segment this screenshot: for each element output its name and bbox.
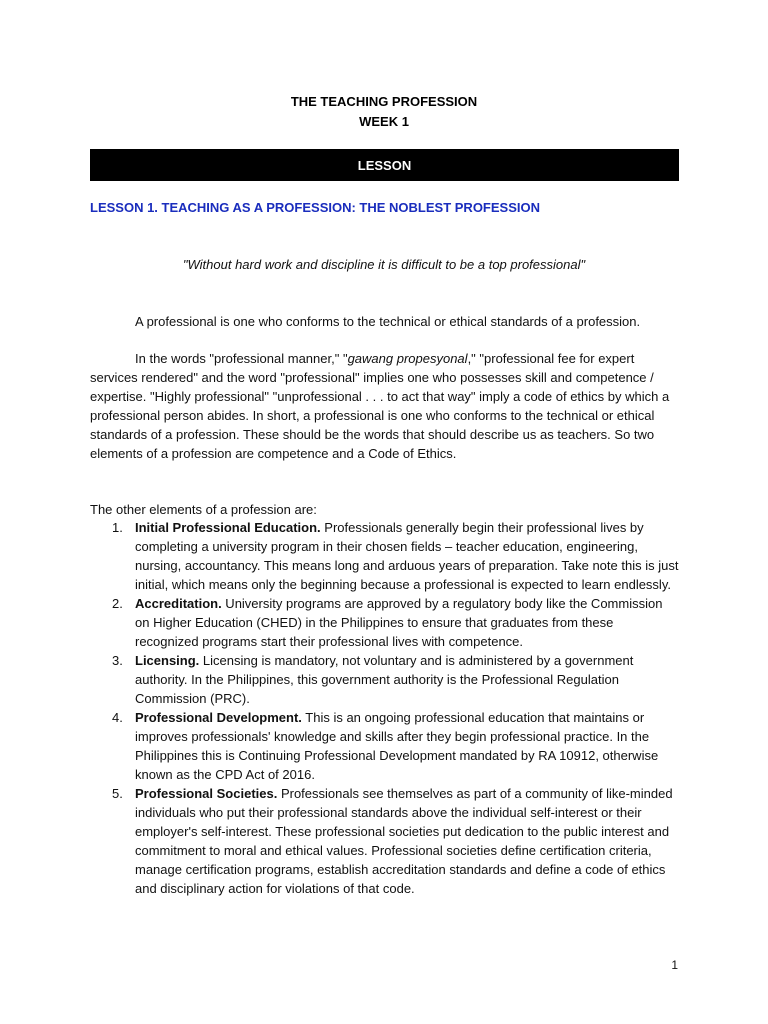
list-item-number: 1.: [112, 520, 123, 535]
list-item-term: Licensing.: [135, 653, 200, 668]
list-item: [90, 784, 679, 898]
week-label: WEEK 1: [359, 114, 409, 129]
list-item-number: 2.: [112, 596, 123, 611]
document-title: THE TEACHING PROFESSION: [290, 94, 478, 109]
quote: "Without hard work and discipline it is difficult to be a top professional": [182, 257, 586, 272]
paragraph-3: The other elements of a profession are:: [90, 502, 317, 517]
list-item-term: Professional Development.: [135, 710, 302, 725]
list-item-text: University programs are approved by a regulatory body like the Commission on Higher Education (CHED) in the Philippines to ensure that graduates from these recognized programs start their professional lives with competence.: [135, 596, 663, 649]
list-item-text: Licensing is mandatory, not voluntary and is administered by a government authority. In the Philippines, this government authority is the Professional Regulation Commission (PRC).: [135, 653, 634, 706]
list-item: [90, 651, 679, 708]
list-item-term: Initial Professional Education.: [135, 520, 321, 535]
page-number: 1: [671, 958, 678, 972]
list-item-number: 5.: [112, 786, 123, 801]
paragraph-2-rest: ," "professional fee for expert services rendered" and the word "professional" implies one who possesses skill and competence / expertise. "Highly professional" "unprofessional . . . to act that way" imply a code of ethics by which a professional person abides. In short, a professional is one who conforms to the technical or ethical standards of a profession. These should be the words that should describe us as teachers. So two elements of a profession are competence and a Code of Ethics.: [90, 351, 670, 461]
list-item-number: 4.: [112, 710, 123, 725]
paragraph-2-italic: gawang propesyonal: [347, 351, 468, 366]
list-item: [90, 708, 679, 784]
elements-list: [90, 518, 679, 898]
list-item-text: This is an ongoing professional education that maintains or improves professionals' knowledge and skills after they begin professional practice. In the Philippines this is Continuing Professional Development mandated by RA 10912, otherwise known as the CPD Act of 2016.: [135, 710, 659, 782]
list-item-text: Professionals see themselves as part of a community of like-minded individuals who put their professional standards above the individual self-interest or their employer's self-interest. These professional societies put dedication to the public interest and commitment to moral and ethical values. Professional societies define certification criteria, manage certification programs, establish accreditation standards and define a code of ethics and disciplinary action for violations of that code.: [135, 786, 673, 896]
lesson-bar-label: LESSON: [357, 157, 412, 173]
paragraph-2-start: In the words "professional manner," ": [135, 351, 348, 366]
list-item-term: Accreditation.: [135, 596, 222, 611]
list-item: [90, 518, 679, 594]
list-item: [90, 594, 679, 651]
list-item-number: 3.: [112, 653, 123, 668]
lesson-section-bar: [90, 149, 679, 181]
list-item-term: Professional Societies.: [135, 786, 278, 801]
paragraph-1: A professional is one who conforms to the technical or ethical standards of a profession.: [135, 314, 641, 329]
lesson-heading: LESSON 1. TEACHING AS A PROFESSION: THE NOBLEST PROFESSION: [90, 200, 540, 215]
paragraph-2: [90, 349, 679, 463]
list-item-text: Professionals generally begin their professional lives by completing a university program in their chosen fields – teacher education, engineering, nursing, accountancy. This means long and arduous years of preparation. Take note this is just initial, which means only the beginning because a professional is expected to learn endlessly.: [135, 520, 679, 592]
